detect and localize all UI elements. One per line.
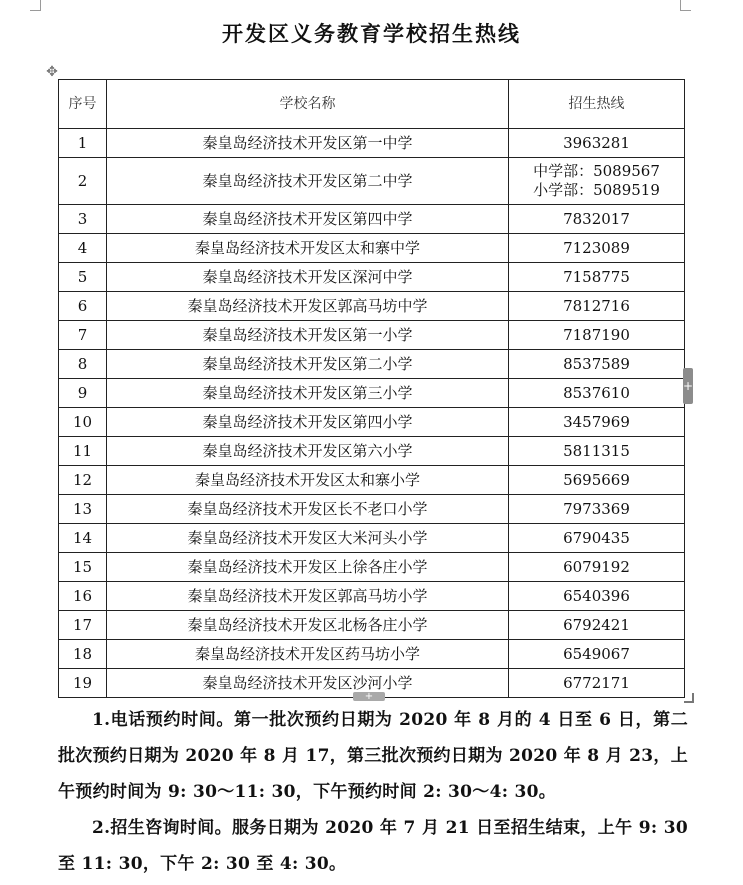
hotline-number: 6079192 <box>563 557 630 576</box>
table-row <box>59 408 685 437</box>
header-hotline: 招生热线 <box>509 80 685 129</box>
cell-school-name: 秦皇岛经济技术开发区第二小学 <box>107 350 509 379</box>
cell-school-name: 秦皇岛经济技术开发区长不老口小学 <box>107 495 509 524</box>
cell-number: 16 <box>59 582 107 611</box>
cell-number: 1 <box>59 129 107 158</box>
page-title: 开发区义务教育学校招生热线 <box>222 21 521 46</box>
cell-school-name: 秦皇岛经济技术开发区上徐各庄小学 <box>107 553 509 582</box>
cell-hotline <box>509 205 685 234</box>
hotline-number: 7187190 <box>563 325 630 344</box>
cell-number: 18 <box>59 640 107 669</box>
cell-hotline <box>509 553 685 582</box>
table-row <box>59 321 685 350</box>
header-school-name: 学校名称 <box>107 80 509 129</box>
cell-hotline <box>509 495 685 524</box>
paragraph-consultation-time: 2.招生咨询时间。服务日期为 2020 年 7 月 21 日至招生结束，上午 9: 30 至 11: 30，下午 2: 30 至 4: 30。 <box>58 818 688 874</box>
cell-number: 4 <box>59 234 107 263</box>
cell-hotline <box>509 524 685 553</box>
cell-number: 8 <box>59 350 107 379</box>
cell-hotline <box>509 611 685 640</box>
table-body <box>59 129 685 698</box>
cell-hotline <box>509 408 685 437</box>
table-row <box>59 466 685 495</box>
cell-hotline <box>509 640 685 669</box>
hotline-number: 6772171 <box>563 673 630 692</box>
table-row <box>59 158 685 205</box>
table-row <box>59 263 685 292</box>
cell-number: 5 <box>59 263 107 292</box>
table-row <box>59 292 685 321</box>
table-row <box>59 553 685 582</box>
cell-hotline <box>509 437 685 466</box>
page-corner-mark-right <box>680 0 691 11</box>
hotline-number: 7158775 <box>563 267 630 286</box>
table-row <box>59 234 685 263</box>
cell-school-name: 秦皇岛经济技术开发区第四小学 <box>107 408 509 437</box>
hotline-number: 小学部：5089519 <box>533 181 660 199</box>
cell-hotline <box>509 263 685 292</box>
cell-hotline <box>509 669 685 698</box>
cell-number: 14 <box>59 524 107 553</box>
cell-number: 3 <box>59 205 107 234</box>
paragraph-phone-appointment: 1.电话预约时间。第一批次预约日期为 2020 年 8 月的 4 日至 6 日，第二批次预约日期为 2020 年 8 月 17，第三批次预约日期为 2020 年 8 月 23，上午预约时间为 9: 30～11: 30，下午预约时间 2: 30～4: 30。 <box>58 710 688 802</box>
cell-school-name: 秦皇岛经济技术开发区第四中学 <box>107 205 509 234</box>
hotline-table <box>58 79 685 698</box>
cell-school-name: 秦皇岛经济技术开发区北杨各庄小学 <box>107 611 509 640</box>
cell-school-name: 秦皇岛经济技术开发区药马坊小学 <box>107 640 509 669</box>
cell-hotline <box>509 321 685 350</box>
table-row <box>59 437 685 466</box>
cell-number: 15 <box>59 553 107 582</box>
cell-hotline <box>509 292 685 321</box>
table-row <box>59 129 685 158</box>
hotline-number: 6792421 <box>563 615 630 634</box>
cell-hotline <box>509 129 685 158</box>
hotline-number: 8537589 <box>563 354 630 373</box>
cell-number: 7 <box>59 321 107 350</box>
cell-hotline <box>509 466 685 495</box>
cell-hotline <box>509 350 685 379</box>
hotline-number: 7973369 <box>563 499 630 518</box>
cell-number: 9 <box>59 379 107 408</box>
cell-hotline <box>509 158 685 205</box>
cell-school-name: 秦皇岛经济技术开发区郭高马坊中学 <box>107 292 509 321</box>
cell-number: 6 <box>59 292 107 321</box>
add-row-plus-icon[interactable]: + <box>353 692 385 701</box>
cell-school-name: 秦皇岛经济技术开发区太和寨小学 <box>107 466 509 495</box>
table-row <box>59 495 685 524</box>
cell-number: 19 <box>59 669 107 698</box>
cell-hotline <box>509 582 685 611</box>
cell-school-name: 秦皇岛经济技术开发区沙河小学 <box>107 669 509 698</box>
hotline-number: 3457969 <box>563 412 630 431</box>
cell-school-name: 秦皇岛经济技术开发区大米河头小学 <box>107 524 509 553</box>
cell-number: 12 <box>59 466 107 495</box>
hotline-number: 5695669 <box>563 470 630 489</box>
hotline-number: 7123089 <box>563 238 630 257</box>
table-row <box>59 640 685 669</box>
header-number: 序号 <box>59 80 107 129</box>
page-corner-mark-left <box>30 0 41 11</box>
cell-number: 2 <box>59 158 107 205</box>
hotline-number: 7812716 <box>563 296 630 315</box>
table-row <box>59 524 685 553</box>
table-row <box>59 582 685 611</box>
table-row <box>59 205 685 234</box>
cell-number: 10 <box>59 408 107 437</box>
cell-school-name: 秦皇岛经济技术开发区第六小学 <box>107 437 509 466</box>
hotline-number: 3963281 <box>563 133 630 152</box>
cell-school-name: 秦皇岛经济技术开发区第二中学 <box>107 158 509 205</box>
table-header-row <box>59 80 685 129</box>
cell-number: 11 <box>59 437 107 466</box>
table-row <box>59 350 685 379</box>
table-row <box>59 379 685 408</box>
hotline-number: 7832017 <box>563 209 630 228</box>
cell-school-name: 秦皇岛经济技术开发区第一中学 <box>107 129 509 158</box>
hotline-number: 中学部：5089567 <box>533 162 660 180</box>
hotline-number: 6540396 <box>563 586 630 605</box>
hotline-number: 6549067 <box>563 644 630 663</box>
cell-school-name: 秦皇岛经济技术开发区第一小学 <box>107 321 509 350</box>
cell-school-name: 秦皇岛经济技术开发区第三小学 <box>107 379 509 408</box>
cell-hotline <box>509 379 685 408</box>
table-row <box>59 611 685 640</box>
hotline-number: 6790435 <box>563 528 630 547</box>
cell-hotline <box>509 234 685 263</box>
cell-number: 13 <box>59 495 107 524</box>
cell-school-name: 秦皇岛经济技术开发区深河中学 <box>107 263 509 292</box>
table-move-handle-icon[interactable]: ✥ <box>46 64 58 80</box>
add-column-plus-icon[interactable]: + <box>683 368 693 404</box>
hotline-number: 5811315 <box>563 441 630 460</box>
hotline-number: 8537610 <box>563 383 630 402</box>
cell-school-name: 秦皇岛经济技术开发区太和寨中学 <box>107 234 509 263</box>
cell-number: 17 <box>59 611 107 640</box>
cell-school-name: 秦皇岛经济技术开发区郭高马坊小学 <box>107 582 509 611</box>
